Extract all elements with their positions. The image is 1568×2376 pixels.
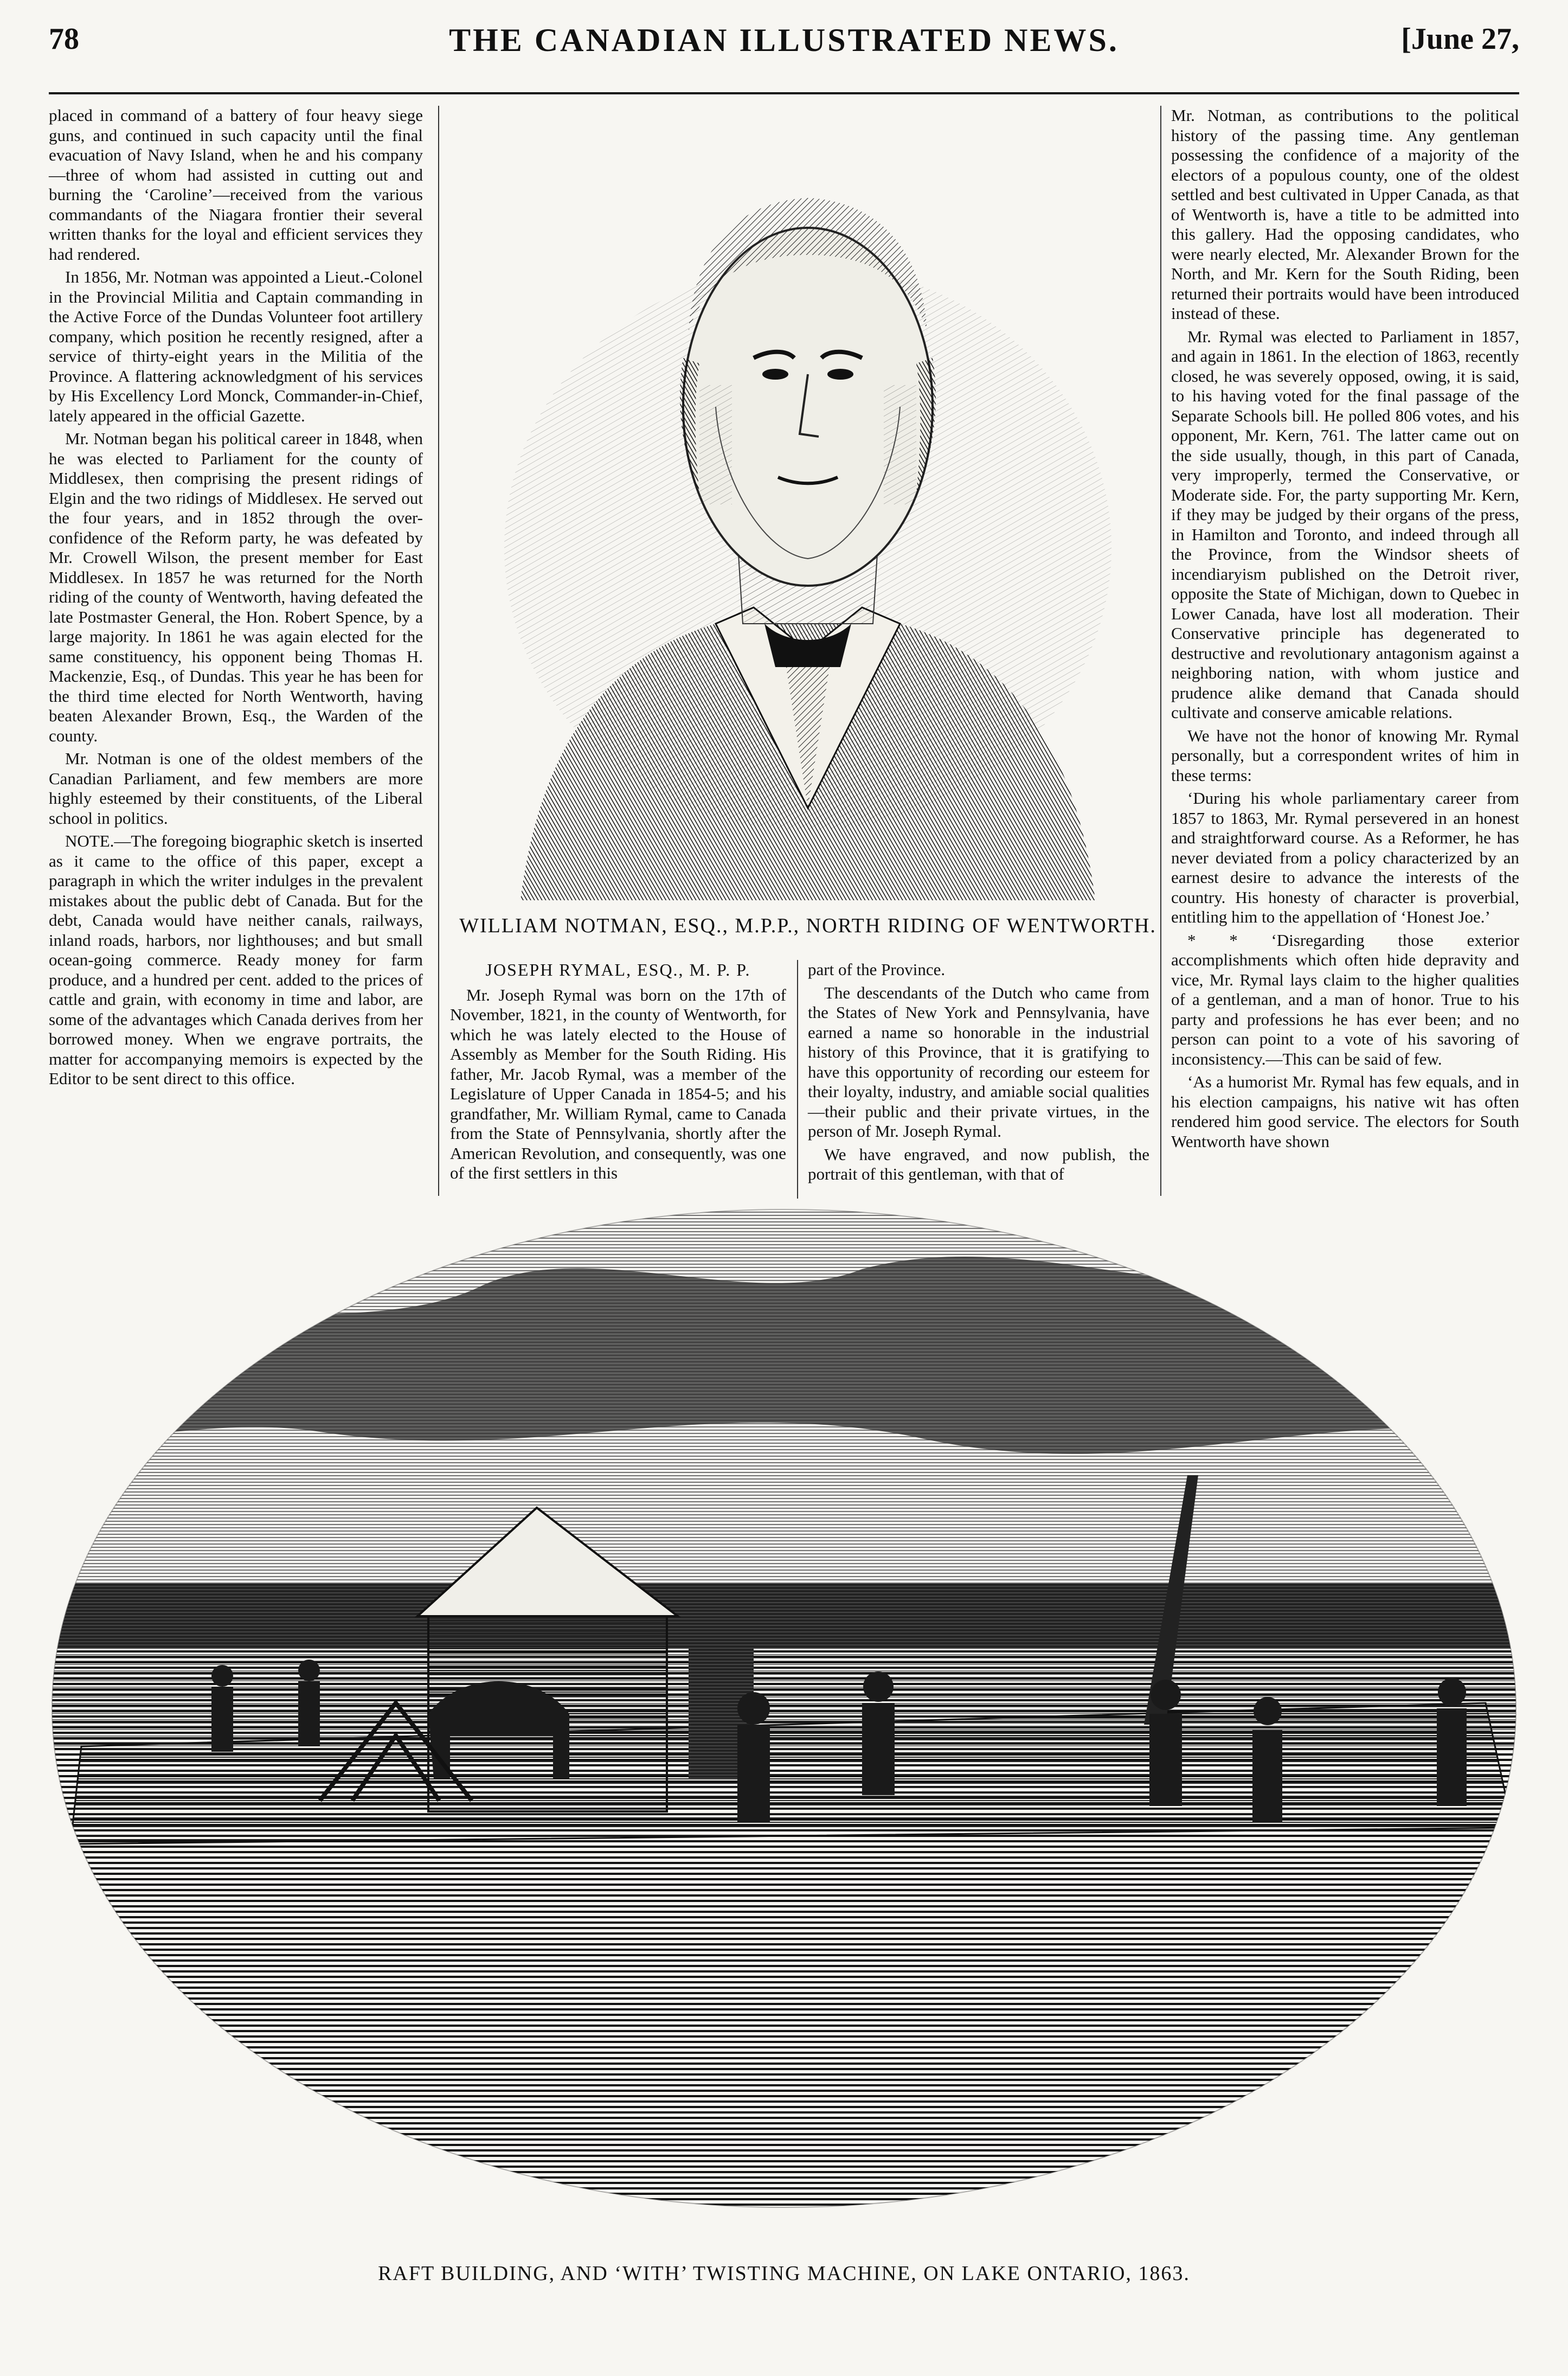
portrait-engraving [461, 103, 1155, 906]
quotation: * * ‘Disregarding those exterior accomplishments which often hide depravity and vice, Mr. Rymal lays claim to the higher qualities of a gentleman, and a man of honor. True to his party and professions he has ever been; and no person can point to a vote of his savoring of inconsistency.—This can be said of few. [1171, 930, 1519, 1068]
paragraph: Mr. Notman began his political career in 1848, when he was elected to Parliament for the county of Middlesex, then comprising the present ridings of Elgin and the two ridings of Middlesex. He served out the four years, and in 1852 through the over-confidence of the Reform party, he was defeated by Mr. Crowell Wilson, the present member for East Middlesex. In 1857 he was returned for the North riding of the county of Wentworth, having defeated the late Postmaster General, the Hon. Robert Spence, by a large majority. In 1861 he was again elected for the same constituency, his opponent being Thomas H. Mackenzie, Esq., of Dundas. This year he has been for the third time elected for North Wentworth, having beaten Alexander Brown, Esq., the Warden of the county. [49, 429, 423, 745]
engraving-caption: RAFT BUILDING, AND ‘WITH’ TWISTING MACHINE, ON LAKE ONTARIO, 1863. [378, 2262, 1190, 2285]
quotation: ‘During his whole parliamentary career from 1857 to 1863, Mr. Rymal persevered in an honest and straightforward course. As a Reformer, he has never deviated from a policy characterized by an earnest desire to advance the interests of the country. His honesty of character is proverbial, entitling him to the appellation of ‘Honest Joe.’ [1171, 789, 1519, 926]
column-divider [1160, 106, 1161, 1196]
paragraph: Mr. Notman, as contributions to the political history of the passing time. Any gentleman possessing the confidence of a majority of the electors of a populous county, one of the oldest settled and best cultivated in Upper Canada, as that of Wentworth is, have a title to be admitted into this gallery. Had the opposing candidates, who were nearly elected, Mr. Alexander Brown for the North, and Mr. Kern for the South Riding, been returned their portraits would have been introduced instead of these. [1171, 106, 1519, 323]
column-divider [438, 106, 439, 1196]
right-column [1171, 106, 1519, 1196]
editor-note: NOTE.—The foregoing biographic sketch is inserted as it came to the office of this paper, except a paragraph in which the writer indulges in the prevalent mistakes about the public debt of Canada. But for the debt, Canada would have neither canals, railways, inland roads, harbors, nor lighthouses; and but small ocean-going commerce. Ready money for farm produce, and a hundred per cent. added to the prices of cattle and grain, with economy in time and labor, are some of the advantages which Canada derives from her borrowed money. When we engrave portraits, the matter for accompanying memoirs is expected by the Editor to be sent direct to this office. [49, 831, 423, 1088]
portrait-caption: WILLIAM NOTMAN, ESQ., M.P.P., NORTH RIDING OF WENTWORTH. [459, 914, 1156, 937]
middle-left-column [450, 960, 786, 1199]
article-heading: JOSEPH RYMAL, ESQ., M. P. P. [485, 960, 751, 979]
paragraph: Mr. Notman is one of the oldest members of the Canadian Parliament, and few members are more highly esteemed by their constituents, of the Liberal school in politics. [49, 749, 423, 828]
paragraph: Mr. Joseph Rymal was born on the 17th of November, 1821, in the county of Wentworth, for which he was lately elected to the House of Assembly as Member for the South Riding. His father, Mr. Jacob Rymal, was a member of the Legislature of Upper Canada in 1854-5; and his grandfather, Mr. William Rymal, came to Canada from the State of Pennsylvania, shortly after the American Revolution, and consequently, was one of the first settlers in this [450, 985, 786, 1182]
paragraph: In 1856, Mr. Notman was appointed a Lieut.-Colonel in the Provincial Militia and Captain commanding in the Active Force of the Dundas Volunteer foot artillery company, which position he recently resigned, after a service of thirty-eight years in the Militia of the Province. A flattering acknowledgment of his services by His Excellency Lord Monck, Commander-in-Chief, lately appeared in the official Gazette. [49, 267, 423, 425]
paragraph: placed in command of a battery of four heavy siege guns, and continued in such capacity until the final evacuation of Navy Island, when he and his company —three of whom had assisted in cutting out and burning the ‘Caroline’—received from the various commandants of the Niagara frontier their several written thanks for the loyal and efficient services they had rendered. [49, 106, 423, 264]
paragraph: The descendants of the Dutch who came from the States of New York and Pennsylvania, have earned a name so honorable in the industrial history of this Province, that it is gratifying to have this opportunity of recording our esteem for their loyalty, industry, and amiable social qualities—their public and their private virtues, in the person of Mr. Joseph Rymal. [808, 983, 1149, 1141]
page-header [49, 22, 1519, 81]
quotation: ‘As a humorist Mr. Rymal has few equals, and in his election campaigns, his native wit has often rendered him good service. The electors for South Wentworth have shown [1171, 1072, 1519, 1151]
page-number: 78 [49, 22, 79, 56]
paragraph: part of the Province. [808, 960, 946, 979]
masthead-title: THE CANADIAN ILLUSTRATED NEWS. [449, 22, 1119, 58]
raft-building-illustration [49, 1204, 1519, 2213]
portrait-illustration [461, 103, 1155, 906]
paragraph: We have engraved, and now publish, the portrait of this gentleman, with that of [808, 1144, 1149, 1183]
header-rule [49, 92, 1519, 94]
issue-date: [June 27, [1401, 22, 1519, 56]
paragraph: We have not the honor of knowing Mr. Rymal personally, but a correspondent writes of him in these terms: [1171, 726, 1519, 785]
column-divider [797, 960, 798, 1199]
middle-right-column [808, 960, 1149, 1199]
raft-engraving [49, 1204, 1519, 2213]
left-column [49, 106, 423, 1196]
paragraph: Mr. Rymal was elected to Parliament in 1857, and again in 1861. In the election of 1863, recently closed, he was severely opposed, owing, it is said, to his having voted for the final passage of the Separate Schools bill. He polled 806 votes, and his opponent, Mr. Kern, 761. The latter came out on the side usually, though, in this part of Canada, very improperly, termed the Conservative, or Moderate side. For, the party supporting Mr. Kern, if they may be judged by their organs of the press, in Hamilton and Toronto, and indeed through all the Province, from the Windsor sheets of incendiaryism published on the Detroit river, opposite the State of Michigan, down to Quebec in Lower Canada, have lost all moderation. Their Conservative principle has degenerated to destructive and revolutionary antagonism against a neighboring nation, with whom justice and prudence alike demand that Canada should cultivate and conserve amicable relations. [1171, 326, 1519, 722]
